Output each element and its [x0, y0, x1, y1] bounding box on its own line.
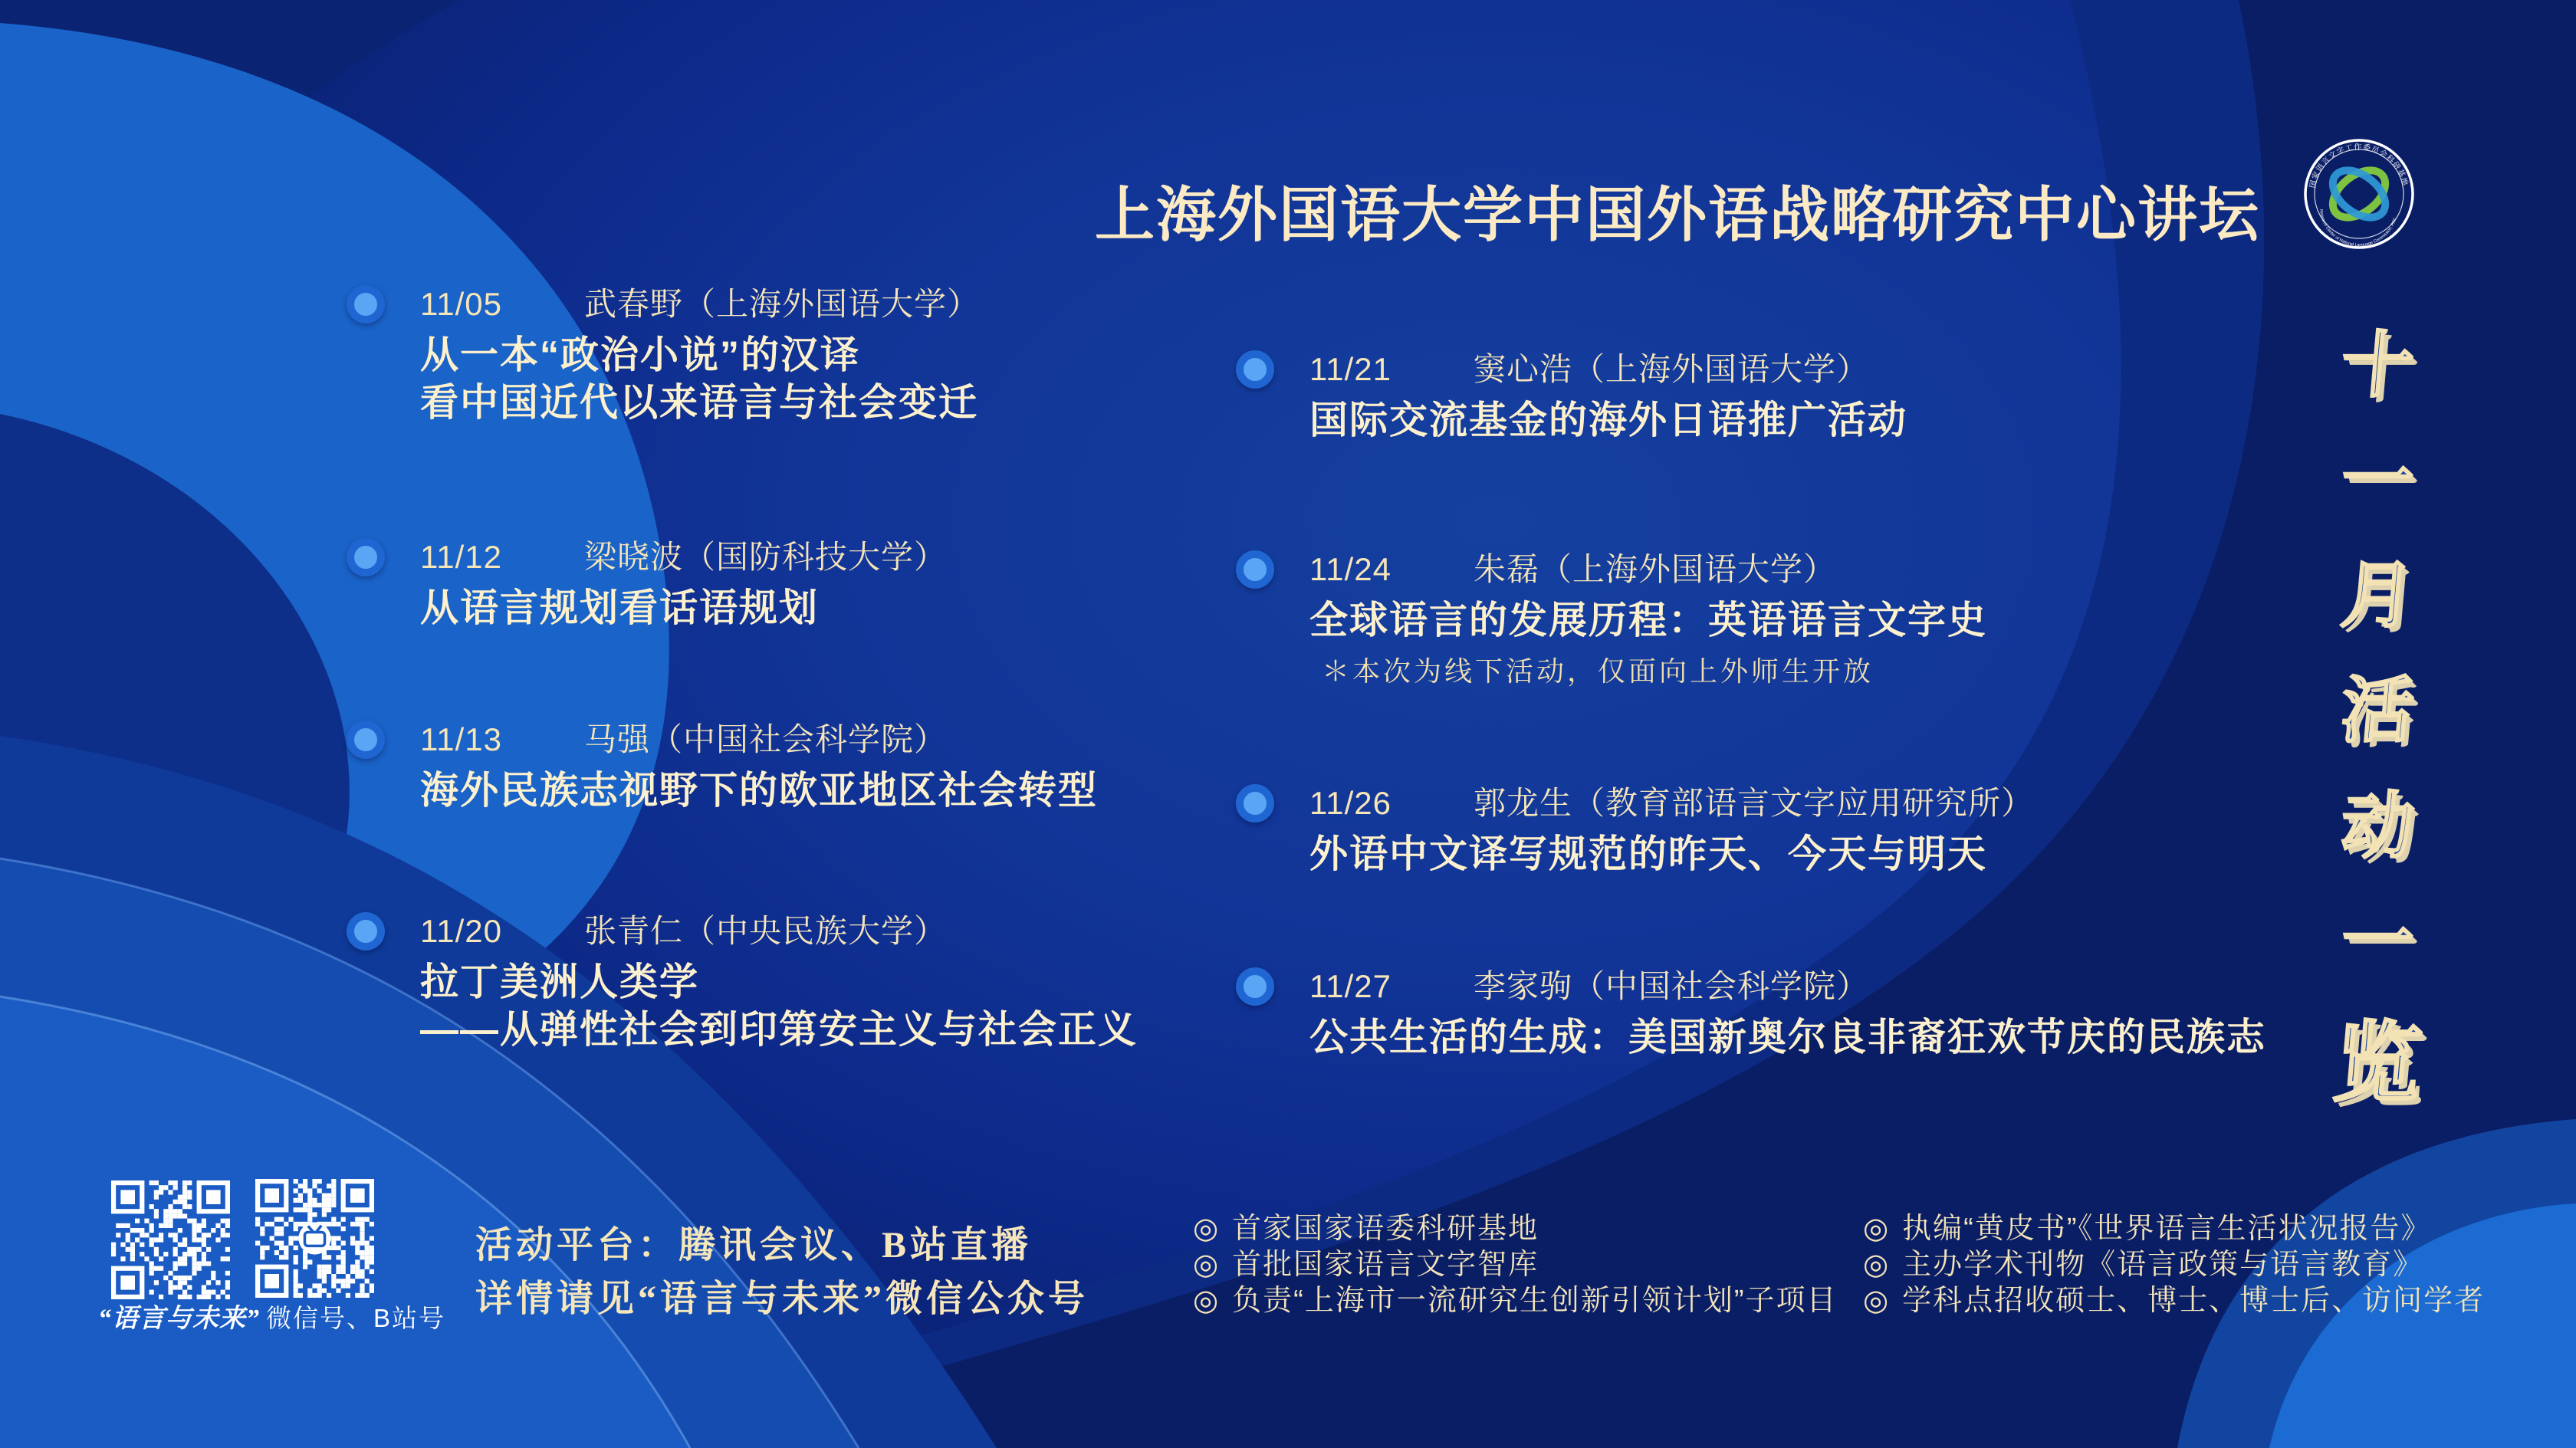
event-speaker: 梁晓波（国防科技大学）: [584, 539, 948, 575]
event-date: 11/26: [1309, 785, 1392, 821]
credential-text: 负责“上海市一流研究生创新引领计划”子项目: [1232, 1285, 1838, 1317]
circle-bullet-icon: ◎: [1863, 1213, 1891, 1245]
banner-char: 月: [2338, 555, 2417, 636]
svg-text:国家语言文字工作委员会科研基地: [2308, 142, 2410, 189]
event-speaker: 郭龙生（教育部语言文字应用研究所）: [1474, 785, 2035, 821]
platform-info: [475, 1219, 1089, 1326]
circle-bullet-icon: ◎: [1193, 1249, 1221, 1281]
event-date: 11/05: [420, 286, 502, 322]
credential-item: [1863, 1283, 2485, 1319]
bullet-dot-icon: [347, 721, 385, 759]
banner-char: 活: [2338, 670, 2417, 751]
credential-item: [1193, 1247, 1837, 1283]
event-item: [347, 719, 1098, 814]
bullet-dot-icon: [347, 285, 385, 323]
event-speaker: 李家驹（中国社会科学院）: [1474, 968, 1870, 1004]
circle-bullet-icon: ◎: [1863, 1285, 1891, 1317]
event-item: [1236, 783, 2034, 878]
credential-item: [1863, 1211, 2485, 1247]
banner-char: 十: [2338, 325, 2417, 406]
credential-item: [1863, 1247, 2485, 1283]
bilibili-qr-code: [255, 1179, 374, 1302]
banner-char: 一: [2338, 900, 2417, 981]
event-speaker: 武春野（上海外国语大学）: [584, 286, 981, 322]
event-title: 公共生活的生成：美国新奥尔良非裔狂欢节庆的民族志: [1309, 1016, 2266, 1059]
banner-char: 动: [2338, 785, 2417, 866]
bullet-dot-icon: [1236, 350, 1274, 389]
platform-line: 活动平台：腾讯会议、B站直播: [475, 1225, 1033, 1266]
event-title: 海外民族志视野下的欧亚地区社会转型: [420, 769, 1098, 812]
event-speaker: 张青仁（中央民族大学）: [584, 913, 948, 949]
event-speaker: 朱磊（上海外国语大学）: [1474, 551, 1837, 587]
banner-char: 览: [2329, 1014, 2426, 1112]
event-date: 11/27: [1309, 968, 1392, 1004]
event-title: ——从弹性社会到印第安主义与社会正义: [420, 1008, 1138, 1051]
side-banner-november-overview: [2328, 325, 2427, 1112]
bullet-dot-icon: [347, 538, 385, 576]
circle-bullet-icon: ◎: [1193, 1285, 1221, 1317]
credential-item: [1193, 1283, 1837, 1319]
circle-bullet-icon: ◎: [1863, 1249, 1891, 1281]
bullet-dot-icon: [1236, 967, 1274, 1006]
event-title: 从一本“政治小说”的汉译: [420, 333, 860, 376]
credentials-list-right: [1863, 1211, 2485, 1319]
logo-top-text: 国家语言文字工作委员会科研基地: [2308, 143, 2410, 189]
bullet-dot-icon: [1236, 550, 1274, 589]
credential-text: 主办学术刊物《语言政策与语言教育》: [1902, 1249, 2424, 1281]
credential-text: 首批国家语言文字智库: [1232, 1249, 1539, 1281]
event-item: [347, 537, 947, 632]
event-title: 全球语言的发展历程：英语语言文字史: [1309, 599, 1987, 642]
credential-text: 执编“黄皮书”《世界语言生活状况报告》: [1902, 1213, 2432, 1245]
event-item: [1236, 549, 1987, 689]
banner-char: 一: [2338, 440, 2417, 521]
bullet-dot-icon: [1236, 784, 1274, 823]
event-item: [347, 284, 980, 426]
bullet-dot-icon: [347, 912, 385, 951]
qr-caption: [98, 1297, 445, 1335]
logo-bottom-text: Research Center of National Language Commission, PRC: [2318, 208, 2398, 248]
credential-text: 学科点招收硕士、博士、博士后、访问学者: [1902, 1285, 2486, 1317]
event-title: 外语中文译写规范的昨天、今天与明天: [1309, 832, 1987, 875]
event-title: 看中国近代以来语言与社会变迁: [420, 381, 978, 424]
event-item: [1236, 349, 1907, 444]
event-speaker: 窦心浩（上海外国语大学）: [1474, 351, 1870, 387]
event-date: 11/20: [420, 913, 502, 949]
event-title: 拉丁美洲人类学: [420, 960, 699, 1003]
circle-bullet-icon: ◎: [1193, 1213, 1221, 1245]
event-speaker: 马强（中国社会科学院）: [584, 721, 948, 757]
event-item: [1236, 966, 2266, 1061]
credential-item: [1193, 1211, 1837, 1247]
event-title: 国际交流基金的海外日语推广活动: [1309, 399, 1907, 442]
event-item: [347, 911, 1138, 1053]
qr-caption-accounts: 微信号、B站号: [266, 1304, 446, 1332]
event-date: 11/13: [420, 721, 502, 757]
event-note: ＊本次为线下活动，仅面向上外师生开放: [1322, 656, 1875, 687]
event-title: 从语言规划看话语规划: [420, 586, 819, 629]
credentials-list-middle: [1193, 1211, 1837, 1319]
page-title: 上海外国语大学中国外语战略研究中心讲坛: [1095, 181, 2261, 248]
wechat-qr-code: [111, 1180, 230, 1303]
commission-logo: [2302, 136, 2417, 251]
event-date: 11/12: [420, 539, 502, 575]
event-date: 11/24: [1309, 551, 1392, 587]
credential-text: 首家国家语委科研基地: [1232, 1213, 1539, 1245]
qr-caption-brand: “语言与未来”: [98, 1305, 260, 1333]
event-date: 11/21: [1309, 351, 1392, 387]
platform-line: 详情请见“语言与未来”微信公众号: [475, 1279, 1089, 1319]
